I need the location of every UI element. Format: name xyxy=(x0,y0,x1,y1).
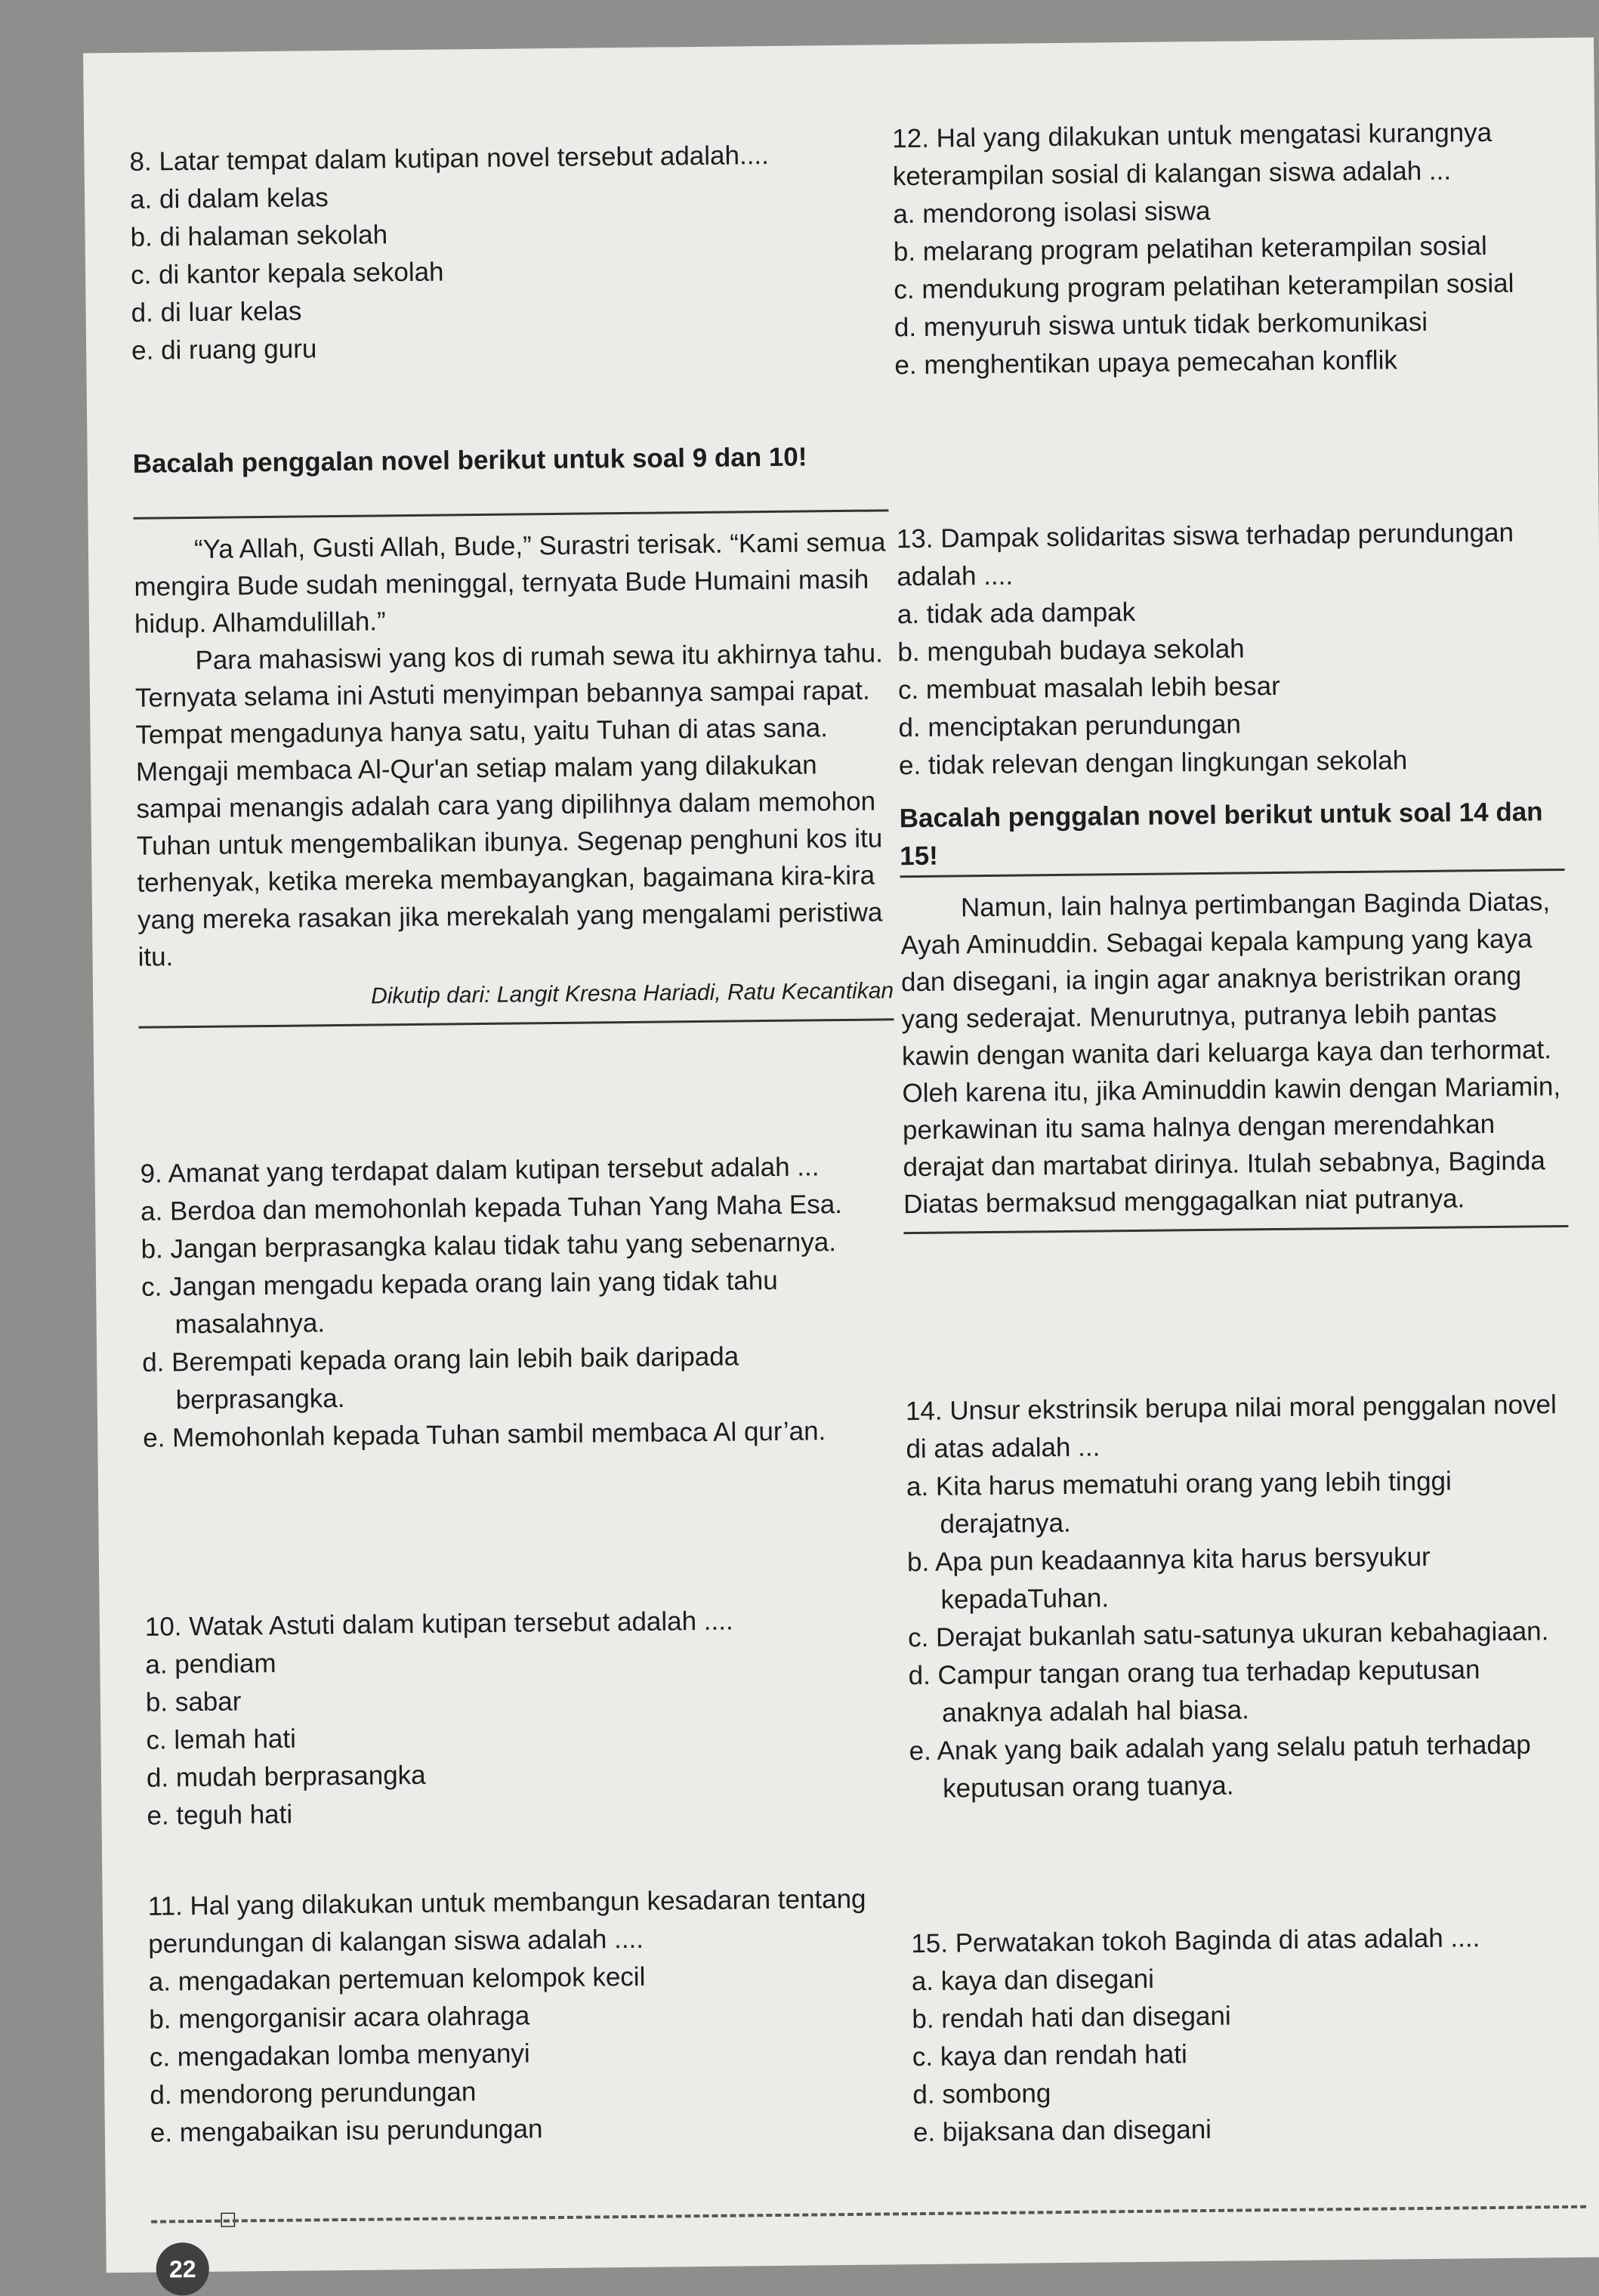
option-b[interactable]: b. di halaman sekolah xyxy=(130,220,388,252)
question-15 xyxy=(911,1918,1578,2152)
right-column xyxy=(891,38,1571,2148)
option-a[interactable]: a. Kita harus mematuhi orang yang lebih tinggi derajatnya. xyxy=(906,1466,1452,1539)
option-d[interactable]: d. mudah berprasangka xyxy=(146,1760,426,1793)
option-b[interactable]: b. melarang program pelatihan keterampilan sosial xyxy=(893,231,1488,267)
option-a[interactable]: a. mendorong isolasi siswa xyxy=(893,196,1211,230)
question-9 xyxy=(140,1147,898,1457)
option-d[interactable]: d. di luar kelas xyxy=(131,296,302,328)
option-a[interactable]: a. di dalam kelas xyxy=(129,183,329,214)
option-d[interactable]: d. menyuruh siswa untuk tidak berkomunikasi xyxy=(894,307,1428,343)
novel-excerpt-1 xyxy=(133,509,894,1028)
option-c[interactable]: c. Derajat bukanlah satu-satunya ukuran kebahagiaan. xyxy=(907,1616,1549,1653)
excerpt-paragraph-1: “Ya Allah, Gusti Allah, Bude,” Surastri terisak. “Kami semua mengira Bude sudah meninggal, ternyata Bude Humaini masih hidup. Alhamdulillah.” xyxy=(134,527,886,639)
question-stem: 13. Dampak solidaritas siswa terhadap perundungan adalah .... xyxy=(896,517,1514,592)
option-d[interactable]: d. sombong xyxy=(912,2078,1051,2110)
question-stem: 8. Latar tempat dalam kutipan novel tersebut adalah.... xyxy=(129,140,770,177)
question-8 xyxy=(129,136,857,370)
question-13 xyxy=(897,514,1564,785)
option-b[interactable]: b. rendah hati dan disegani xyxy=(912,2001,1231,2035)
option-a[interactable]: a. kaya dan disegani xyxy=(911,1964,1155,1997)
option-b[interactable]: b. mengorganisir acara olahraga xyxy=(149,2001,530,2035)
option-e[interactable]: e. tidak relevan dengan lingkungan sekolah xyxy=(898,745,1408,781)
option-c[interactable]: c. membuat masalah lebih besar xyxy=(897,671,1280,705)
option-b[interactable]: b. mengubah budaya sekolah xyxy=(897,634,1245,668)
checkbox-icon: ☐ xyxy=(218,2208,237,2232)
reading-instruction-2: Bacalah penggalan novel berikut untuk soal 14 dan 15! xyxy=(899,797,1543,872)
question-stem: 14. Unsur ekstrinsik berupa nilai moral penggalan novel di atas adalah ... xyxy=(905,1390,1557,1464)
option-b[interactable]: b. sabar xyxy=(145,1687,242,1717)
page-number-badge: 22 xyxy=(156,2242,209,2296)
excerpt-paragraph-1: Namun, lain halnya pertimbangan Baginda Diatas, Ayah Aminuddin. Sebagai kepala kampung yang kaya dan disegani, ia ingin agar anaknya beristrikan orang yang sederajat. Menurutnya, putranya lebih pantas kawin dengan wanita dari keluarga kaya dan terhormat. Oleh karena itu, jika Aminuddin kawin dengan Mariamin, perkawinan itu sama halnya dengan merendahkan derajat dan martabat dirinya. Itulah sebabnya, Baginda Diatas bermaksud menggagalkan niat putranya. xyxy=(900,887,1561,1220)
option-e[interactable]: e. menghentikan upaya pemecahan konflik xyxy=(894,345,1398,381)
excerpt-paragraph-2: Para mahasiswi yang kos di rumah sewa itu akhirnya tahu. Ternyata selama ini Astuti menyimpan bebannya sampai rapat. Tempat mengadunya hanya satu, yaitu Tuhan di atas sana. Mengaji membaca Al-Qur'an setiap malam yang dilakukan sampai menangis adalah cara yang dipilihnya dalam memohon Tuhan untuk mengembalikan ibunya. Segenap penghuni kos itu terhenyak, ketika mereka membayangkan, bagaimana kira-kira yang mereka rasakan jika merekalah yang mengalami peristiwa itu. xyxy=(134,638,884,972)
option-e[interactable]: e. teguh hati xyxy=(147,1799,293,1831)
option-a[interactable]: a. pendiam xyxy=(145,1648,276,1680)
question-stem: 12. Hal yang dilakukan untuk mengatasi kurangnya keterampilan sosial di kalangan siswa adalah ... xyxy=(892,117,1493,192)
question-14 xyxy=(906,1386,1575,1808)
excerpt-source: Dikutip dari: Langit Kresna Hariadi, Ratu Kecantikan xyxy=(370,978,894,1009)
question-stem: 9. Amanat yang terdapat dalam kutipan tersebut adalah ... xyxy=(140,1152,820,1189)
option-c[interactable]: c. mengadakan lomba menyanyi xyxy=(149,2038,530,2072)
question-stem: 10. Watak Astuti dalam kutipan tersebut adalah .... xyxy=(144,1606,733,1642)
option-d[interactable]: d. Campur tangan orang tua terhadap keputusan anaknya adalah hal biasa. xyxy=(908,1655,1480,1728)
option-d[interactable]: d. menciptakan perundungan xyxy=(898,709,1242,743)
option-c[interactable]: c. di kantor kepala sekolah xyxy=(130,257,444,290)
option-e[interactable]: e. bijaksana dan disegani xyxy=(912,2114,1212,2148)
footer-divider xyxy=(151,2205,1586,2223)
option-a[interactable]: a. Berdoa dan memohonlah kepada Tuhan Yang Maha Esa. xyxy=(140,1190,843,1227)
option-c[interactable]: c. lemah hati xyxy=(146,1724,297,1755)
novel-excerpt-2 xyxy=(900,869,1569,1234)
option-e[interactable]: e. Anak yang baik adalah yang selalu patuh terhadap keputusan orang tuanya. xyxy=(909,1730,1531,1804)
option-d[interactable]: d. mendorong perundungan xyxy=(150,2077,477,2110)
question-stem: 11. Hal yang dilakukan untuk membangun kesadaran tentang perundungan di kalangan siswa adalah .... xyxy=(147,1884,866,1959)
option-e[interactable]: e. di ruang guru xyxy=(131,334,317,366)
option-b[interactable]: b. Apa pun keadaannya kita harus bersyukur kepadaTuhan. xyxy=(906,1541,1431,1615)
option-b[interactable]: b. Jangan berprasangka kalau tidak tahu yang sebenarnya. xyxy=(140,1227,837,1264)
question-11 xyxy=(147,1880,906,2152)
option-d[interactable]: d. Berempati kepada orang lain lebih baik daripada berprasangka. xyxy=(142,1341,739,1415)
option-c[interactable]: c. kaya dan rendah hati xyxy=(912,2039,1187,2072)
worksheet-page xyxy=(83,38,1599,2283)
option-c[interactable]: c. Jangan mengadu kepada orang lain yang tidak tahu masalahnya. xyxy=(140,1265,778,1340)
option-a[interactable]: a. tidak ada dampak xyxy=(897,597,1136,630)
question-10 xyxy=(145,1600,903,1835)
reading-instruction-1: Bacalah penggalan novel berikut untuk soal 9 dan 10! xyxy=(132,442,807,479)
option-e[interactable]: e. Memohonlah kepada Tuhan sambil membaca Al qur’an. xyxy=(143,1416,826,1453)
left-column xyxy=(128,45,894,2148)
option-e[interactable]: e. mengabaikan isu perundungan xyxy=(150,2114,543,2148)
question-12 xyxy=(892,113,1560,384)
option-a[interactable]: a. mengadakan pertemuan kelompok kecil xyxy=(148,1961,646,1997)
question-stem: 15. Perwatakan tokoh Baginda di atas adalah .... xyxy=(911,1923,1480,1959)
option-c[interactable]: c. mendukung program pelatihan keterampilan sosial xyxy=(894,268,1514,305)
